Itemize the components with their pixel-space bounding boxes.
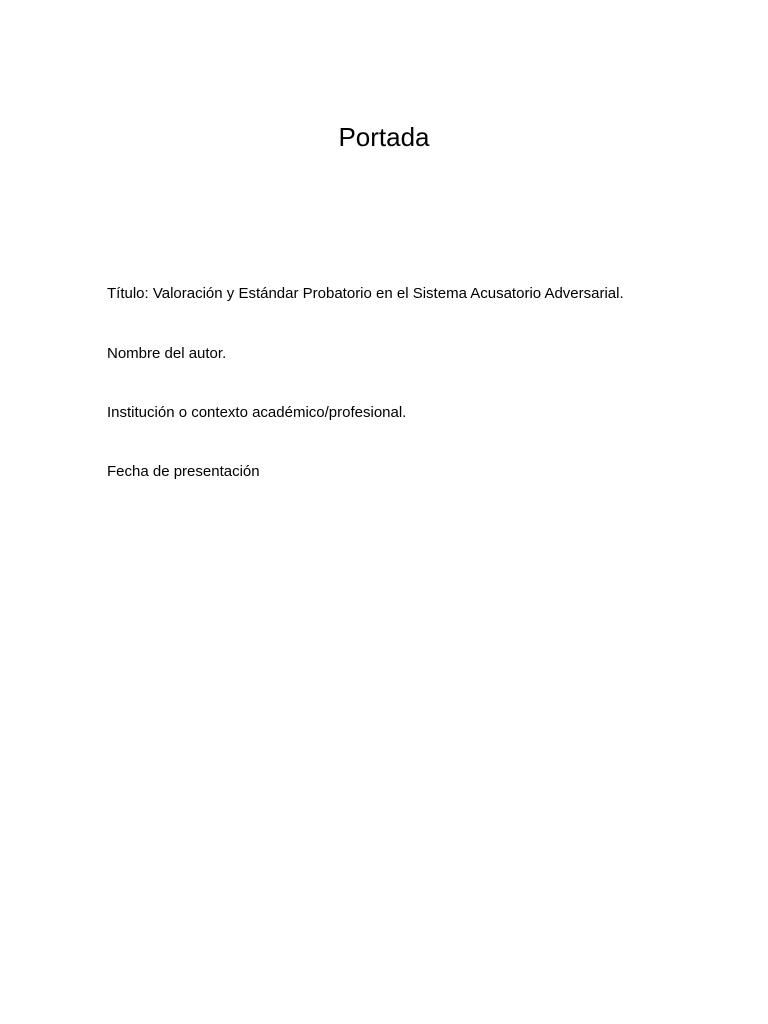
- title-line: Título: Valoración y Estándar Probatorio en el Sistema Acusatorio Adversarial.: [107, 285, 624, 302]
- institution-line: Institución o contexto académico/profesional.: [107, 404, 407, 421]
- page-heading: Portada: [338, 122, 430, 152]
- presentation-date-line: Fecha de presentación: [107, 463, 260, 480]
- author-line: Nombre del autor.: [107, 345, 227, 362]
